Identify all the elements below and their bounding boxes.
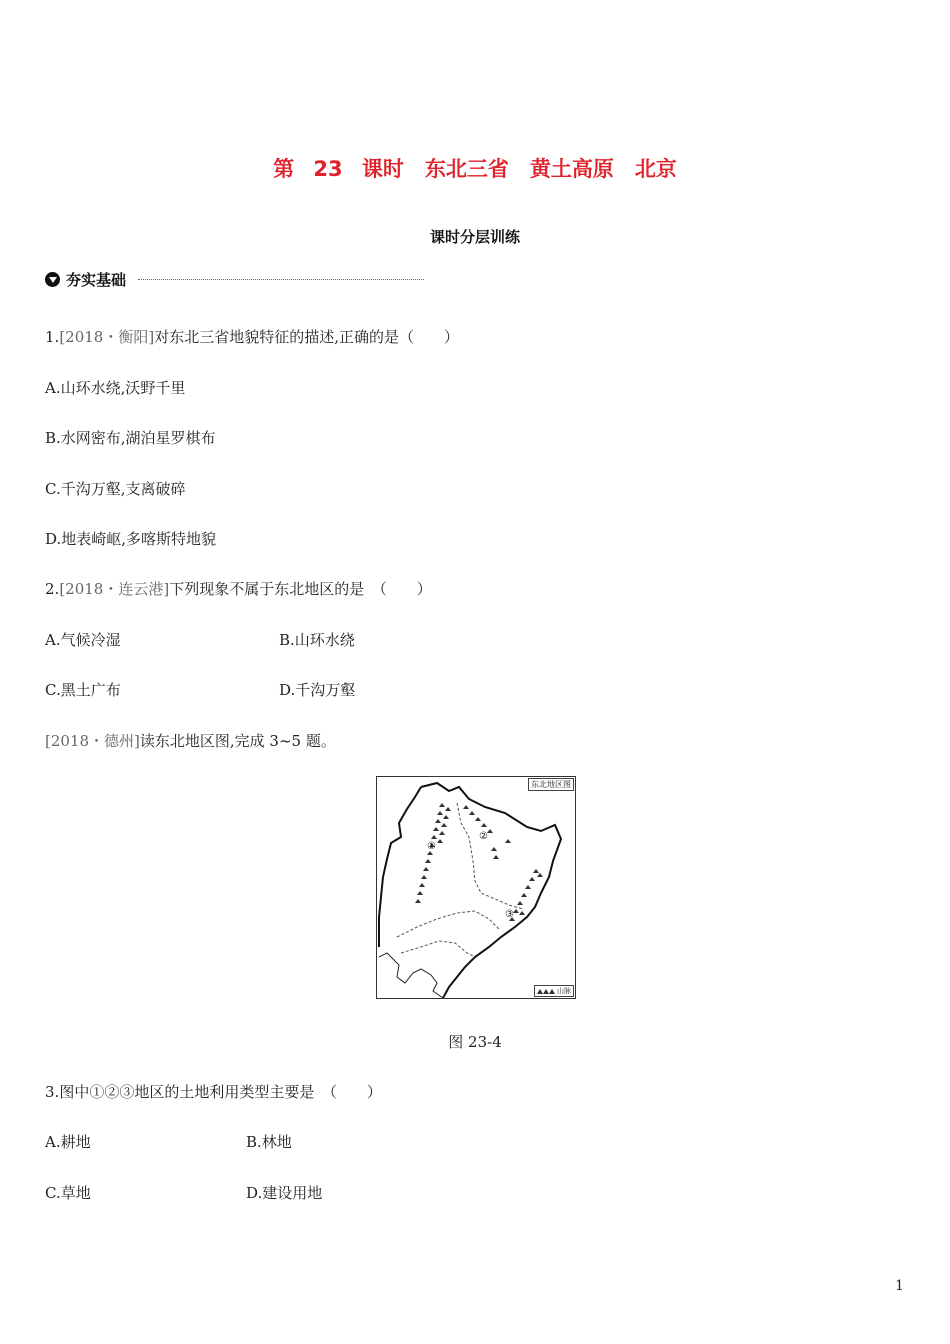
- question-3: [45, 1081, 382, 1102]
- q3-option-a: A.耕地: [45, 1133, 91, 1151]
- intro-source: [2018・德州]: [45, 732, 140, 750]
- question-source: [2018・衡阳]: [59, 328, 155, 346]
- map-title-tag: 东北地区图: [528, 778, 574, 791]
- section-label: 夯实基础: [66, 271, 127, 289]
- section-divider: [138, 279, 424, 280]
- question-stem: 对东北三省地貌特征的描述,正确的是（ ）: [154, 328, 459, 346]
- marker-1: ①: [427, 841, 436, 852]
- marker-2: ②: [479, 831, 488, 842]
- northeast-map-figure: [376, 776, 576, 999]
- q1-option-d: D.地表崎岖,多喀斯特地貌: [45, 530, 217, 548]
- q3-option-b: B.林地: [246, 1133, 292, 1151]
- question-stem: 下列现象不属于东北地区的是 （ ）: [169, 580, 432, 598]
- group-intro: [45, 730, 336, 751]
- q2-option-b: B.山环水绕: [279, 631, 355, 649]
- q3-option-d: D.建设用地: [246, 1184, 323, 1202]
- mountain-icon: [537, 988, 555, 994]
- q1-option-a: A.山环水绕,沃野千里: [45, 379, 186, 397]
- question-2: [45, 578, 432, 599]
- mountain-range-east: [509, 869, 543, 921]
- figure-caption: 图 23-4: [448, 1033, 502, 1051]
- q2-option-c: C.黑土广布: [45, 681, 121, 699]
- q2-option-d: D.千沟万壑: [279, 681, 356, 699]
- q3-option-c: C.草地: [45, 1184, 91, 1202]
- section-header: [45, 269, 126, 290]
- q1-option-b: B.水网密布,湖泊星罗棋布: [45, 429, 216, 447]
- question-source: [2018・连云港]: [59, 580, 170, 598]
- q1-option-c: C.千沟万壑,支离破碎: [45, 480, 186, 498]
- northeast-map: [377, 777, 575, 998]
- page-subtitle: 课时分层训练: [429, 228, 520, 246]
- page-number: 1: [895, 1278, 904, 1294]
- intro-text: 读东北地区图,完成 3~5 题。: [139, 732, 336, 750]
- question-number: 3.: [45, 1083, 60, 1101]
- question-number: 2.: [45, 580, 60, 598]
- question-stem: 图中①②③地区的土地利用类型主要是 （ ）: [59, 1083, 382, 1101]
- q2-option-a: A.气候冷湿: [45, 631, 121, 649]
- legend-label: 山脉: [557, 987, 571, 995]
- question-number: 1.: [45, 328, 60, 346]
- marker-3: ③: [505, 909, 514, 920]
- question-1: [45, 326, 459, 347]
- page-title: 第 23 课时 东北三省 黄土高原 北京: [273, 157, 677, 181]
- mountain-range-west: [415, 803, 451, 903]
- triangle-down-icon: [45, 272, 60, 287]
- map-legend: [534, 985, 574, 997]
